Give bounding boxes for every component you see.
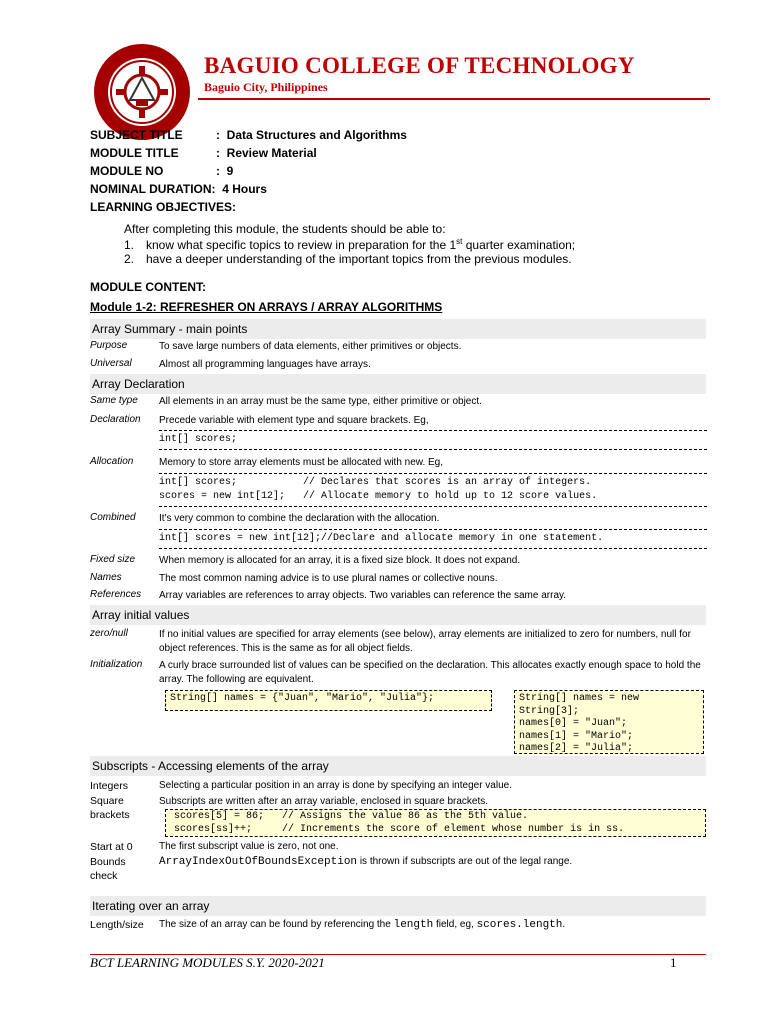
label-names: Names	[90, 572, 122, 583]
section-band-subscripts: Subscripts - Accessing elements of the array	[90, 756, 706, 776]
section-band-declaration: Array Declaration	[90, 374, 706, 394]
label-bounds-check: Bounds check	[90, 856, 126, 882]
text-square-brackets: Subscripts are written after an array variable, enclosed in square brackets.	[159, 796, 489, 807]
section-band-iterating: Iterating over an array	[90, 896, 706, 916]
code-combined: int[] scores = new int[12];//Declare and allocate memory in one statement.	[159, 529, 707, 549]
label-allocation: Allocation	[90, 456, 134, 467]
label-declaration: Declaration	[90, 414, 141, 425]
objectives-intro: After completing this module, the students should be able to:	[124, 222, 446, 236]
label-purpose: Purpose	[90, 340, 128, 351]
module-heading: Module 1-2: REFRESHER ON ARRAYS / ARRAY ALGORITHMS	[90, 300, 443, 314]
text-initialization: A curly brace surrounded list of values can be specified on the declaration. This allocates exactly enough space to hold the array. The following are equivalent.	[159, 660, 701, 685]
text-allocation: Memory to store array elements must be allocated with new. Eg,	[159, 457, 444, 468]
text-combined: It's very common to combine the declaration with the allocation.	[159, 513, 440, 524]
module-content-heading: MODULE CONTENT:	[90, 280, 206, 294]
text-start-at-0: The first subscript value is zero, not one.	[159, 841, 339, 852]
code-init-short: String[] names = {"Juan", "Mario", "Julia"};	[165, 690, 492, 711]
section-band-initial-values: Array initial values	[90, 605, 706, 625]
college-city: Baguio City, Philippines	[204, 80, 328, 94]
text-integers: Selecting a particular position in an array is done by specifying an integer value.	[159, 780, 512, 791]
header-rule	[198, 98, 710, 100]
code-allocation: int[] scores; // Declares that scores is an array of integers. scores = new int[12]; // Allocate memory to hold up to 12 score values.	[159, 473, 707, 507]
college-seal-logo	[92, 42, 192, 142]
text-zero-null: If no initial values are specified for array elements (see below), array elements are initialized to zero for numbers, null for object references. This is the same as for all object fields.	[159, 629, 691, 654]
code-subscripts: scores[5] = 86; // Assigns the value 86 as the 5th value. scores[ss]++; // Increments the score of element whose number is in ss.	[165, 809, 706, 837]
label-references: References	[90, 589, 142, 600]
objective-item: 2. have a deeper understanding of the important topics from the previous modules.	[124, 252, 572, 266]
label-start-at-0: Start at 0	[90, 841, 133, 853]
meta-duration: NOMINAL DURATION: 4 Hours	[90, 182, 267, 196]
label-zero-null: zero/null	[90, 628, 128, 639]
meta-module-no: MODULE NO : 9	[90, 164, 234, 178]
page-number: 1	[670, 955, 677, 970]
label-length-size: Length/size	[90, 919, 144, 931]
label-same-type: Same type	[90, 395, 138, 406]
text-fixed-size: When memory is allocated for an array, it is a fixed size block. It does not expand.	[159, 555, 521, 566]
text-purpose: To save large numbers of data elements, either primitives or objects.	[159, 341, 462, 352]
label-integers: Integers	[90, 780, 128, 792]
text-names: The most common naming advice is to use plural names or collective nouns.	[159, 573, 498, 584]
text-length-size: The size of an array can be found by referencing the length field, eg, scores.length.	[159, 919, 566, 931]
meta-objectives: LEARNING OBJECTIVES:	[90, 200, 237, 214]
label-combined: Combined	[90, 512, 136, 523]
code-declaration: int[] scores;	[159, 430, 707, 450]
label-universal: Universal	[90, 358, 132, 369]
footer-title: BCT LEARNING MODULES S.Y. 2020-2021	[90, 955, 325, 970]
section-band-summary: Array Summary - main points	[90, 319, 706, 339]
text-references: Array variables are references to array objects. Two variables can reference the same array.	[159, 590, 567, 601]
label-initialization: Initialization	[90, 659, 143, 670]
label-square-brackets: Square brackets	[90, 795, 130, 821]
meta-subject-title: SUBJECT TITLE : Data Structures and Algorithms	[90, 128, 407, 142]
text-same-type: All elements in an array must be the same type, either primitive or object.	[159, 396, 482, 407]
meta-module-title: MODULE TITLE : Review Material	[90, 146, 317, 160]
text-bounds-check: ArrayIndexOutOfBoundsException is thrown if subscripts are out of the legal range.	[159, 856, 573, 868]
text-universal: Almost all programming languages have arrays.	[159, 359, 371, 370]
label-fixed-size: Fixed size	[90, 554, 136, 565]
objective-item: 1. know what specific topics to review in preparation for the 1st quarter examination;	[124, 237, 576, 252]
college-name: BAGUIO COLLEGE OF TECHNOLOGY	[204, 53, 635, 78]
code-init-long: String[] names = new String[3]; names[0] = "Juan"; names[1] = "Mario"; names[2] = "Julia";	[514, 690, 704, 754]
text-declaration: Precede variable with element type and square brackets. Eg,	[159, 415, 429, 426]
